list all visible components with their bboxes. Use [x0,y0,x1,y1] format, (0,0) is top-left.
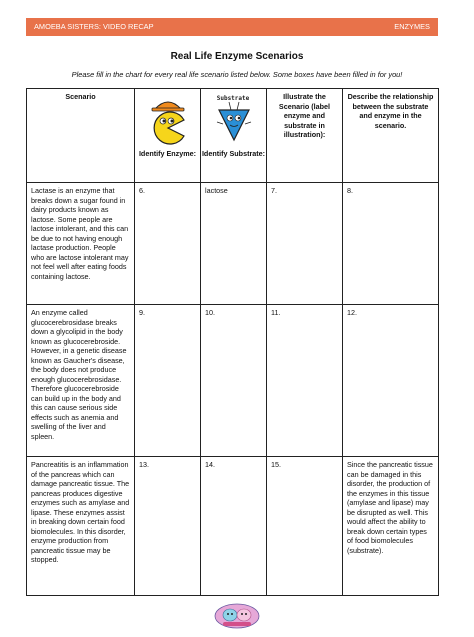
describe-answer-cell[interactable]: Since the pancreatic tissue can be damaged in this disorder, the production of the enzymes in this tissue (amylase and lipase) may be disrupted as well. This would affect the ability to break down certain types of food biomolecules (substrate). [343,457,439,596]
table-row [27,457,439,596]
header-identify-substrate [201,89,267,183]
enzyme-answer-cell[interactable]: 13. [135,457,201,596]
table-row [27,183,439,305]
triangle-substrate-icon [211,92,257,146]
banner-left-text: AMOEBA SISTERS: VIDEO RECAP [34,22,154,31]
substrate-answer-cell[interactable]: 14. [201,457,267,596]
scenario-cell: Lactase is an enzyme that breaks down a sugar found in dairy products known as lactose. Some people are lactose intolerant, and this can be due to not having enough lactase production. People who are lactose intolerant may not feel well after eating foods containing lactose. [27,183,135,305]
amoeba-sisters-logo [213,601,261,631]
enzyme-answer-cell[interactable]: 9. [135,305,201,457]
table-header-row [27,89,439,183]
describe-answer-cell[interactable]: 8. [343,183,439,305]
illustrate-answer-cell[interactable]: 15. [267,457,343,596]
substrate-sign-text: Substrate [216,95,250,102]
banner-right-text: ENZYMES [394,22,430,31]
instructions-text: Please fill in the chart for every real life scenario listed below. Some boxes have been filled in for you! [71,70,403,79]
header-illustrate: Illustrate the Scenario (label enzyme and substrate in illustration): [267,89,343,183]
scenario-cell: Pancreatitis is an inflammation of the pancreas which can damage pancreatic tissue. The pancreas produces digestive enzymes such as amylase and lipase. These enzymes assist in breaking down certain food biomolecules. In this disorder, enzyme production from pancreatic tissue may be stopped. [27,457,135,596]
header-identify-enzyme [135,89,201,183]
enzyme-scenarios-table [26,88,439,596]
pacman-enzyme-icon [148,95,188,147]
describe-answer-cell[interactable]: 12. [343,305,439,457]
scenario-cell: An enzyme called glucocerebrosidase breaks down a glycolipid in the body known as glucocerebroside. However, in a genetic disease known as Gaucher's disease, the body does not produce enough glucocerebrosidase. Therefore glucocerebroside can build up in the body and this can cause serious side effects such as anemia and swelling of the liver and spleen. [27,305,135,457]
substrate-answer-cell[interactable]: 10. [201,305,267,457]
header-banner [26,18,438,36]
identify-substrate-label: Identify Substrate: [201,149,266,158]
header-describe: Describe the relationship between the substrate and enzyme in the scenario. [343,89,439,183]
page-title: Real Life Enzyme Scenarios [170,51,304,62]
substrate-answer-cell[interactable]: lactose [201,183,267,305]
header-scenario: Scenario [27,89,135,183]
illustrate-answer-cell[interactable]: 7. [267,183,343,305]
identify-enzyme-label: Identify Enzyme: [138,149,197,158]
enzyme-answer-cell[interactable]: 6. [135,183,201,305]
table-row [27,305,439,457]
illustrate-answer-cell[interactable]: 11. [267,305,343,457]
